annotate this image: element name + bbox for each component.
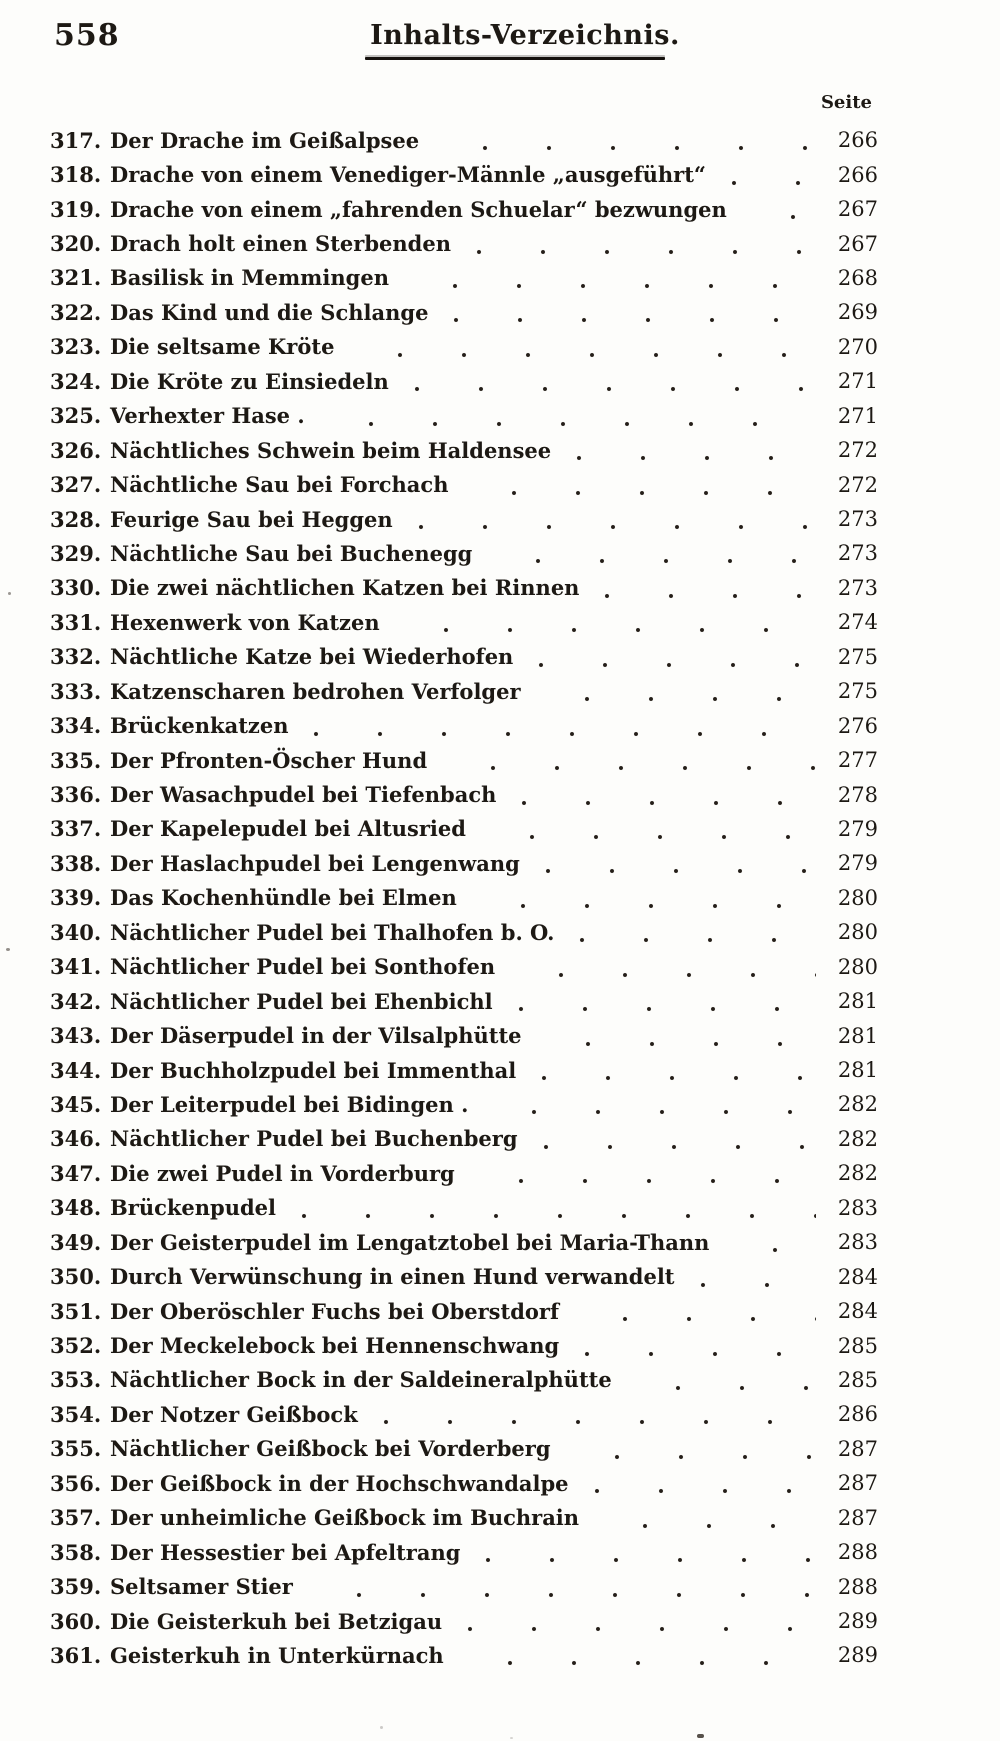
entry-number: 323. [50, 334, 102, 360]
entry-title: Brückenkatzen [110, 713, 289, 739]
toc-row [50, 984, 878, 1018]
dot-leader [413, 502, 816, 536]
page-title: Inhalts-Verzeichnis. [370, 20, 680, 51]
entry-page: 282 [837, 1161, 878, 1186]
dot-leader [486, 812, 816, 846]
entry-page: 271 [837, 369, 878, 394]
entry-title: Nächtlicher Pudel bei Sonthofen [110, 954, 496, 980]
entry-title: Der Geißbock in der Hochschwandalpe [110, 1470, 569, 1496]
toc-row [50, 1569, 878, 1603]
page-header [0, 20, 1000, 60]
dot-leader [579, 1294, 816, 1328]
entry-title: Nächtlicher Pudel bei Thalhofen b. O. [110, 919, 555, 945]
entry-number: 349. [50, 1229, 102, 1255]
entry-title: Der Geisterpudel im Lengatztobel bei Maria-Thann [110, 1229, 710, 1255]
entry-page: 279 [837, 851, 878, 876]
entry-page: 276 [837, 713, 878, 738]
entry-page: 274 [837, 610, 878, 635]
dot-leader [541, 674, 816, 708]
entry-number: 324. [50, 368, 102, 394]
toc-row [50, 1363, 878, 1397]
dot-leader [477, 881, 816, 915]
dot-leader [492, 536, 816, 570]
dot-leader [296, 1191, 816, 1225]
entry-number: 335. [50, 747, 102, 773]
entry-number: 328. [50, 506, 102, 532]
entry-page: 281 [837, 1023, 878, 1048]
entry-page: 266 [837, 162, 878, 187]
entry-number: 351. [50, 1298, 102, 1324]
entry-page: 285 [837, 1367, 878, 1392]
entry-page: 285 [837, 1333, 878, 1358]
entry-title: Verhexter Hase . [110, 403, 305, 429]
entry-page: 288 [837, 1540, 878, 1565]
scan-speck [6, 948, 10, 951]
entry-title: Nächtliche Sau bei Forchach [110, 472, 449, 498]
toc-row [50, 261, 878, 295]
toc-row [50, 605, 878, 639]
entry-page: 287 [837, 1505, 878, 1530]
dot-leader [540, 846, 816, 880]
entry-page: 284 [837, 1264, 878, 1289]
dot-leader [409, 364, 816, 398]
entry-number: 317. [50, 127, 102, 153]
entry-number: 337. [50, 816, 102, 842]
toc-row [50, 123, 878, 157]
dot-leader [480, 1535, 816, 1569]
entry-title: Nächtlicher Geißbock bei Vorderberg [110, 1436, 551, 1462]
scan-speck [8, 592, 11, 595]
entry-number: 341. [50, 954, 102, 980]
entry-title: Die seltsame Kröte [110, 334, 335, 360]
dot-leader [538, 1122, 816, 1156]
entry-number: 357. [50, 1505, 102, 1531]
entry-number: 346. [50, 1126, 102, 1152]
entry-page: 284 [837, 1299, 878, 1324]
entry-number: 338. [50, 850, 102, 876]
toc-row [50, 1432, 878, 1466]
dot-leader [515, 950, 816, 984]
dot-leader [632, 1363, 816, 1397]
toc-row [50, 1294, 878, 1328]
toc-row [50, 1087, 878, 1121]
toc-row [50, 915, 878, 949]
dot-leader [516, 777, 816, 811]
entry-number: 318. [50, 162, 102, 188]
toc-row [50, 295, 878, 329]
toc-row [50, 226, 878, 260]
toc-row [50, 1018, 878, 1052]
entry-number: 333. [50, 678, 102, 704]
dot-leader [488, 1087, 816, 1121]
toc-row [50, 1259, 878, 1293]
entry-title: Nächtlicher Bock in der Saldeineralphütte [110, 1367, 612, 1393]
entry-page: 275 [837, 644, 878, 669]
entry-page: 283 [837, 1195, 878, 1220]
entry-page: 278 [837, 782, 878, 807]
toc-row [50, 536, 878, 570]
toc-row [50, 950, 878, 984]
dot-leader [439, 123, 816, 157]
dot-leader [571, 1432, 816, 1466]
entry-page: 288 [837, 1574, 878, 1599]
entry-number: 332. [50, 644, 102, 670]
entry-title: Der Buchholzpudel bei Immenthal [110, 1057, 517, 1083]
dot-leader [378, 1397, 816, 1431]
dot-leader [589, 1466, 816, 1500]
entry-page: 267 [837, 231, 878, 256]
title-underline [365, 57, 665, 60]
entry-number: 339. [50, 885, 102, 911]
entry-title: Die zwei Pudel in Vorderburg [110, 1160, 455, 1186]
entry-title: Der Pfronten-Öscher Hund [110, 747, 428, 773]
entry-number: 358. [50, 1539, 102, 1565]
dot-leader [447, 743, 816, 777]
toc-row [50, 1535, 878, 1569]
entry-number: 319. [50, 196, 102, 222]
entry-number: 329. [50, 540, 102, 566]
dot-leader [313, 1569, 816, 1603]
toc-row [50, 502, 878, 536]
dot-leader [471, 226, 816, 260]
entry-title: Brückenpudel [110, 1195, 277, 1221]
entry-number: 360. [50, 1608, 102, 1634]
dot-leader [464, 1638, 816, 1672]
entry-page: 270 [837, 334, 878, 359]
toc-row [50, 192, 878, 226]
entry-title: Der Haslachpudel bei Lengenwang [110, 850, 520, 876]
dot-leader [409, 261, 816, 295]
dot-leader [599, 571, 816, 605]
entry-page: 280 [837, 885, 878, 910]
scan-speck [697, 1734, 704, 1738]
entry-title: Nächtlicher Pudel bei Ehenbichl [110, 988, 493, 1014]
entry-page: 289 [837, 1643, 878, 1668]
dot-leader [462, 1604, 816, 1638]
toc-row [50, 1466, 878, 1500]
entry-title: Der Kapelepudel bei Altusried [110, 816, 466, 842]
entry-page: 287 [837, 1471, 878, 1496]
dot-leader [536, 1053, 816, 1087]
toc-row [50, 812, 878, 846]
dot-leader [579, 1328, 816, 1362]
dot-leader [747, 192, 816, 226]
entry-page: 268 [837, 265, 878, 290]
toc-row [50, 571, 878, 605]
entry-number: 354. [50, 1401, 102, 1427]
toc-row [50, 1638, 878, 1672]
entry-page: 273 [837, 575, 878, 600]
entry-number: 344. [50, 1057, 102, 1083]
toc-row [50, 881, 878, 915]
toc-row [50, 708, 878, 742]
toc-row [50, 743, 878, 777]
entry-page: 266 [837, 128, 878, 153]
entry-title: Das Kind und die Schlange [110, 299, 429, 325]
dot-leader [695, 1259, 817, 1293]
entry-number: 327. [50, 472, 102, 498]
entry-page: 273 [837, 541, 878, 566]
toc-row [50, 1156, 878, 1190]
entry-title: Der Hessestier bei Apfeltrang [110, 1539, 461, 1565]
entry-number: 321. [50, 265, 102, 291]
toc-row [50, 1397, 878, 1431]
toc-row [50, 1328, 878, 1362]
entry-number: 340. [50, 919, 102, 945]
entry-page: 273 [837, 507, 878, 532]
entry-number: 322. [50, 299, 102, 325]
column-header-seite: Seite [820, 92, 872, 113]
dot-leader [308, 708, 816, 742]
entry-title: Der Drache im Geißalpsee [110, 127, 420, 153]
entry-page: 281 [837, 1058, 878, 1083]
entry-number: 353. [50, 1367, 102, 1393]
entry-number: 348. [50, 1195, 102, 1221]
entry-title: Die Geisterkuh bei Betzigau [110, 1608, 443, 1634]
entry-number: 343. [50, 1023, 102, 1049]
toc-row [50, 1501, 878, 1535]
entry-page: 280 [837, 954, 878, 979]
entry-title: Nächtliche Sau bei Buchenegg [110, 540, 473, 566]
entry-title: Nächtliches Schwein beim Haldensee [110, 437, 552, 463]
entry-title: Seltsamer Stier [110, 1574, 293, 1600]
toc-row [50, 433, 878, 467]
toc-list [50, 123, 878, 1673]
entry-page: 281 [837, 989, 878, 1014]
entry-title: Die zwei nächtlichen Katzen bei Rinnen [110, 575, 580, 601]
dot-leader [729, 1225, 816, 1259]
entry-page: 279 [837, 816, 878, 841]
dot-leader [325, 399, 816, 433]
entry-number: 361. [50, 1642, 102, 1668]
entry-page: 277 [837, 748, 878, 773]
entry-number: 326. [50, 437, 102, 463]
entry-page: 282 [837, 1092, 878, 1117]
entry-page: 280 [837, 920, 878, 945]
entry-number: 355. [50, 1436, 102, 1462]
entry-title: Hexenwerk von Katzen [110, 609, 380, 635]
toc-row [50, 777, 878, 811]
toc-row [50, 846, 878, 880]
entry-page: 271 [837, 403, 878, 428]
entry-title: Der Leiterpudel bei Bidingen . [110, 1091, 469, 1117]
dot-leader [533, 640, 816, 674]
toc-row [50, 157, 878, 191]
entry-page: 286 [837, 1402, 878, 1427]
entry-page: 283 [837, 1230, 878, 1255]
entry-title: Nächtliche Katze bei Wiederhofen [110, 644, 514, 670]
dot-leader [726, 157, 816, 191]
entry-title: Der Oberöschler Fuchs bei Oberstdorf [110, 1298, 559, 1324]
dot-leader [354, 330, 816, 364]
entry-title: Drache von einem „fahrenden Schuelar“ bezwungen [110, 196, 727, 222]
entry-number: 325. [50, 403, 102, 429]
entry-title: Katzenscharen bedrohen Verfolger [110, 678, 521, 704]
dot-leader [468, 467, 816, 501]
dot-leader [571, 433, 816, 467]
entry-page: 269 [837, 300, 878, 325]
entry-page: 289 [837, 1609, 878, 1634]
toc-row [50, 467, 878, 501]
toc-row [50, 1225, 878, 1259]
entry-number: 347. [50, 1160, 102, 1186]
toc-row [50, 1122, 878, 1156]
entry-title: Basilisk in Memmingen [110, 265, 389, 291]
page-number: 558 [54, 18, 120, 53]
entry-title: Durch Verwünschung in einen Hund verwandelt [110, 1264, 675, 1290]
toc-row [50, 330, 878, 364]
entry-page: 272 [837, 438, 878, 463]
entry-number: 352. [50, 1333, 102, 1359]
dot-leader [475, 1156, 816, 1190]
entry-number: 331. [50, 609, 102, 635]
entry-number: 350. [50, 1264, 102, 1290]
entry-page: 282 [837, 1126, 878, 1151]
entry-title: Die Kröte zu Einsiedeln [110, 368, 389, 394]
entry-number: 359. [50, 1574, 102, 1600]
entry-title: Drach holt einen Sterbenden [110, 231, 451, 257]
dot-leader [513, 984, 816, 1018]
entry-page: 275 [837, 679, 878, 704]
scan-speck [380, 1726, 383, 1729]
entry-number: 342. [50, 988, 102, 1014]
entry-title: Drache von einem Venediger-Männle „ausgeführt“ [110, 162, 707, 188]
toc-row [50, 1191, 878, 1225]
entry-title: Nächtlicher Pudel bei Buchenberg [110, 1126, 518, 1152]
toc-row [50, 1604, 878, 1638]
dot-leader [400, 605, 816, 639]
entry-title: Das Kochenhündle bei Elmen [110, 885, 457, 911]
entry-number: 330. [50, 575, 102, 601]
entry-title: Geisterkuh in Unterkürnach [110, 1642, 444, 1668]
entry-number: 320. [50, 231, 102, 257]
entry-title: Der Wasachpudel bei Tiefenbach [110, 782, 497, 808]
entry-number: 334. [50, 713, 102, 739]
entry-page: 287 [837, 1436, 878, 1461]
entry-title: Der unheimliche Geißbock im Buchrain [110, 1505, 580, 1531]
entry-title: Feurige Sau bei Heggen [110, 506, 393, 532]
toc-row [50, 1053, 878, 1087]
dot-leader [542, 1018, 816, 1052]
dot-leader [574, 915, 816, 949]
entry-number: 356. [50, 1470, 102, 1496]
toc-row [50, 640, 878, 674]
dot-leader [448, 295, 816, 329]
toc-row [50, 674, 878, 708]
entry-page: 272 [837, 472, 878, 497]
toc-row [50, 364, 878, 398]
entry-page: 267 [837, 197, 878, 222]
entry-title: Der Däserpudel in der Vilsalphütte [110, 1023, 522, 1049]
dot-leader [599, 1501, 816, 1535]
entry-title: Der Notzer Geißbock [110, 1401, 358, 1427]
entry-title: Der Meckelebock bei Hennenschwang [110, 1333, 560, 1359]
entry-number: 345. [50, 1091, 102, 1117]
scan-speck [510, 1737, 513, 1739]
entry-number: 336. [50, 782, 102, 808]
toc-row [50, 399, 878, 433]
